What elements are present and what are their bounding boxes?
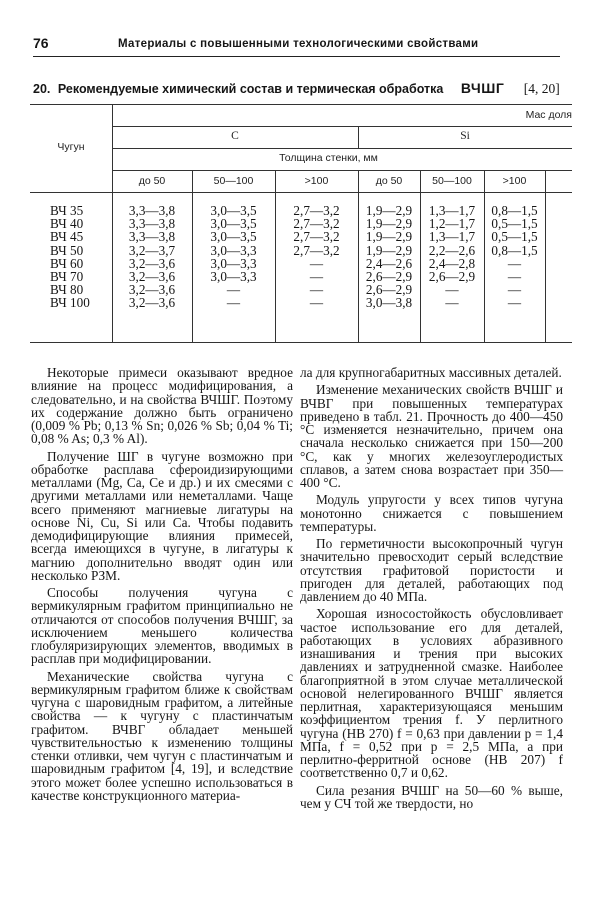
value-cell: 0,8—1,5 xyxy=(491,203,538,218)
value-cell: 1,2—1,7 xyxy=(428,216,476,232)
table-caption xyxy=(33,80,563,97)
value-cell: 0,5—1,5 xyxy=(491,229,538,245)
value-cell: 1,3—1,7 xyxy=(428,229,476,245)
value-cell: 2,7—3,2 xyxy=(293,229,340,245)
value-cell: 3,0—3,8 xyxy=(365,295,413,311)
header-rule-2 xyxy=(112,148,572,149)
value-cell: — xyxy=(445,282,459,298)
value-cell: 3,0—3,5 xyxy=(210,229,257,245)
grade-cell: ВЧ 45 xyxy=(50,229,84,245)
value-cell: 3,0—3,5 xyxy=(210,203,257,218)
value-cell: 3,3—3,8 xyxy=(128,203,176,218)
value-cell: — xyxy=(507,255,522,271)
composition-table xyxy=(30,104,572,344)
value-cell: 1,9—2,9 xyxy=(365,203,413,218)
c-over100-column xyxy=(275,204,358,310)
thickness-si-over100: >100 xyxy=(502,175,527,187)
value-cell: — xyxy=(309,295,324,311)
value-cell: 2,7—3,2 xyxy=(293,203,340,218)
paragraph-vermicular-production: Способы получения чугуна с вермикулярным графитом принципиально не отличаются от способов получения ВЧШГ, за исключением меньшего количества глобуляризирующих элементов, вводимых в расплав при модифицировании. xyxy=(31,585,293,667)
value-cell: 3,0—3,3 xyxy=(210,268,257,284)
value-cell: 3,2—3,7 xyxy=(128,242,176,258)
value-cell: 2,7—3,2 xyxy=(293,216,340,232)
text-column-left xyxy=(31,366,293,802)
value-cell: — xyxy=(226,295,241,311)
grade-cell: ВЧ 50 xyxy=(50,242,84,258)
thickness-header: Толщина стенки, мм xyxy=(279,152,378,164)
table-bottom-rule xyxy=(30,342,572,343)
value-cell: 1,9—2,9 xyxy=(365,242,413,258)
value-cell: — xyxy=(309,255,324,271)
c-50-100-column xyxy=(192,204,275,310)
value-cell: 3,3—3,8 xyxy=(128,229,176,245)
group-header: Мас доля xyxy=(525,109,572,121)
value-cell: — xyxy=(507,282,522,298)
grade-cell: ВЧ 40 xyxy=(50,216,84,232)
si-over100-column xyxy=(484,204,545,310)
paragraph-spheroidizing: Получение ШГ в чугуне возможно при обработке расплава сфероидизирующими металлами (Mg, Ca, Ce и др.) и их смесями с другими металлами или неметаллами. Чаще всего применяют магниевые лигатуры на основе Ni, Cu, Si или Ca. Чтобы подавить демодифицирующие влияния примесей, всегда имеющихся в чугуне, в лигатуры к магнию дополнительно вводят один или несколько РЗМ. xyxy=(31,448,293,583)
paragraph-elastic-modulus: Модуль упругости у всех типов чугуна монотонно снижается с повышением температуры. xyxy=(300,492,563,534)
value-cell: — xyxy=(309,268,324,284)
grade-cell: ВЧ 80 xyxy=(50,282,84,298)
value-cell: — xyxy=(507,295,522,311)
stub-header: Чугун xyxy=(57,141,85,153)
value-cell: — xyxy=(226,282,241,298)
si-50-100-column xyxy=(420,204,484,310)
grade-cell: ВЧ 70 xyxy=(50,268,84,284)
value-cell: — xyxy=(309,282,324,298)
value-cell: 0,5—1,5 xyxy=(491,216,538,232)
paragraph-impurities: Некоторые примеси оказывают вредное влияние на процесс модифицирования, а следовательно, и на свойства ВЧШГ. Поэтому их содержание должно быть ограничено (0,009 % Pb; 0,13 % Sn; 0,026 % Sb; 0,04 % Ti; 0,08 % As; 0,3 % Al). xyxy=(31,365,293,447)
header-rule-1 xyxy=(112,126,572,127)
si-upto50-column xyxy=(358,204,420,310)
paragraph-high-temperature: Изменение механических свойств ВЧШГ и ВЧВГ при повышенных температурах приведено в табл. 21. Прочность до 400—450 °С изменяется незначительно, причем она сначала несколько снижается при 150—200 °С, как у многих железоуглеродистых сплавов, а затем снова возрастает при 350—400 °С. xyxy=(300,382,563,490)
table-title-brand: ВЧШГ xyxy=(460,80,505,96)
value-cell: 3,0—3,3 xyxy=(210,255,257,271)
value-cell: 1,3—1,7 xyxy=(428,203,476,218)
paragraph-vermicular-properties: Механические свойства чугуна с вермикулярным графитом ближе к свойствам чугуна с шаровидным графитом, а литейные свойства — к чугуну с пластинчатым графитом. ВЧВГ обладает меньшей чувствительностью к изменению толщины стенки отливки, чем чугун с пластинчатым и шаровидным графитом [4, 19], и вследствие этого может более успешно использоваться в качестве конструкционного материа- xyxy=(31,668,293,803)
value-cell: 2,2—2,6 xyxy=(428,242,476,258)
value-cell: 3,2—3,6 xyxy=(128,295,176,311)
thickness-c-50-100: 50—100 xyxy=(213,175,254,187)
thickness-si-upto50: до 50 xyxy=(375,175,403,187)
running-head xyxy=(33,35,560,57)
paragraph-tightness: По герметичности высокопрочный чугун значительно превосходит серый вследствие отсутствия графитовой пористости и пригоден для деталей, работающих под давлением до 40 МПа. xyxy=(300,536,563,604)
col-divider-6 xyxy=(545,170,546,342)
header-rule-3 xyxy=(112,170,572,171)
element-header-si: Si xyxy=(460,130,470,142)
grade-cell: ВЧ 35 xyxy=(50,203,84,218)
thickness-c-upto50: до 50 xyxy=(138,175,166,187)
paragraph-continuation: ла для крупногабаритных массивных деталей. xyxy=(300,365,562,380)
value-cell: 1,9—2,9 xyxy=(365,229,413,245)
value-cell: — xyxy=(445,295,459,311)
element-header-c: C xyxy=(231,130,239,142)
value-cell: 3,2—3,6 xyxy=(128,268,176,284)
value-cell: 3,2—3,6 xyxy=(128,255,176,271)
value-cell: 3,0—3,5 xyxy=(210,216,257,232)
value-cell: 0,8—1,5 xyxy=(491,242,538,258)
thickness-c-over100: >100 xyxy=(304,175,329,187)
table-title: Рекомендуемые химический состав и термическая обработка xyxy=(57,82,444,96)
table-number: 20. xyxy=(33,82,51,96)
value-cell: 3,2—3,6 xyxy=(128,282,176,298)
value-cell: 3,0—3,3 xyxy=(210,242,257,258)
value-cell: 2,4—2,6 xyxy=(365,255,413,271)
value-cell: 2,7—3,2 xyxy=(293,242,340,258)
value-cell: 1,9—2,9 xyxy=(365,216,413,232)
running-title: Материалы с повышенными технологическими свойствами xyxy=(118,38,479,50)
value-cell: 2,6—2,9 xyxy=(428,268,476,284)
thickness-si-50-100: 50—100 xyxy=(432,175,472,187)
table-reference: [4, 20] xyxy=(523,81,560,96)
value-cell: 2,6—2,9 xyxy=(365,282,413,298)
page-number: 76 xyxy=(33,35,49,51)
value-cell: — xyxy=(507,268,522,284)
c-upto50-column xyxy=(112,204,192,310)
value-cell: 2,4—2,8 xyxy=(428,255,476,271)
paragraph-cutting-force: Сила резания ВЧШГ на 50—60 % выше, чем у СЧ той же твердости, но xyxy=(300,782,563,811)
grade-cell: ВЧ 100 xyxy=(50,295,90,311)
value-cell: 2,6—2,9 xyxy=(365,268,413,284)
grade-column xyxy=(50,204,112,310)
paragraph-wear-resistance: Хорошая износостойкость обусловливает частое использование его для деталей, работающих в условиях абразивного изнашивания и трения при высоких давлениях и затрудненной смазке. Наиболее благоприятной в этом случае металлической основой нелегированного ВЧШГ является перлитная, характеризующаяся меньшим коэффициентом трения f. У перлитного чугуна (НВ 270) f = 0,63 при давлении p = 1,4 МПа, f = 0,52 при p = 2,5 МПа, а при перлитно-ферритной основе (НВ 207) f соответственно 0,7 и 0,62. xyxy=(300,606,563,781)
value-cell: 3,3—3,8 xyxy=(128,216,176,232)
grade-cell: ВЧ 60 xyxy=(50,255,84,271)
text-column-right xyxy=(300,366,563,810)
